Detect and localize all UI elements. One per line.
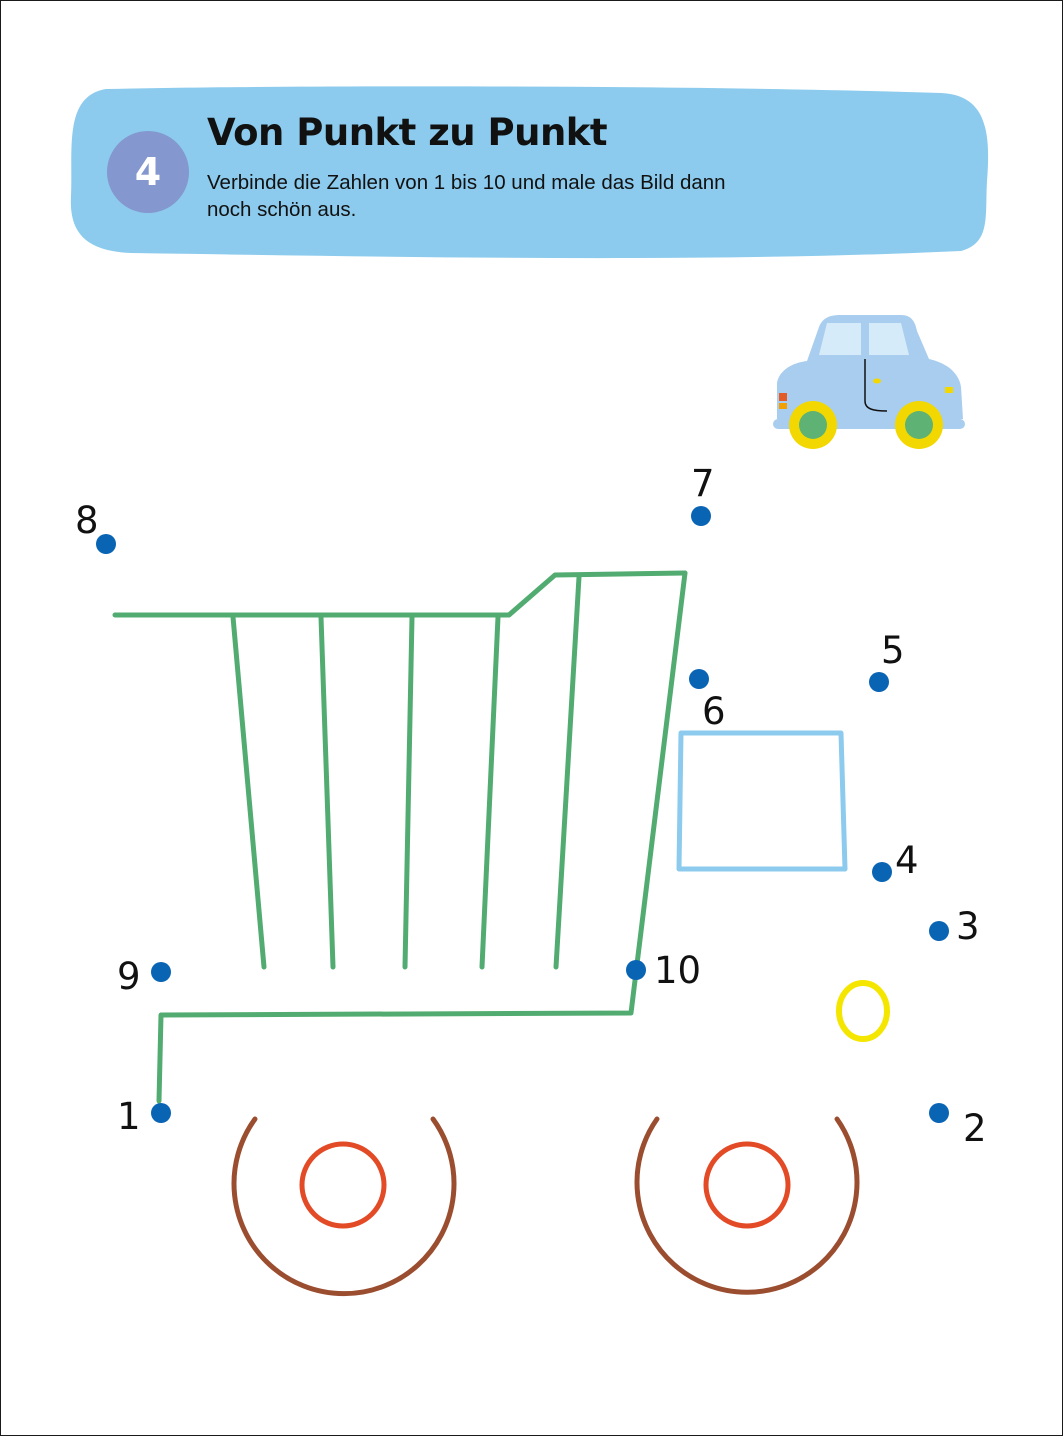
dot-9 xyxy=(117,955,171,998)
dot-number-label: 8 xyxy=(75,499,99,542)
dot-8 xyxy=(75,499,116,554)
numbered-dots xyxy=(75,462,987,1150)
car-wheel-rear-hub xyxy=(799,411,827,439)
truck-bed-slat xyxy=(482,617,498,967)
truck-bed-top-edge xyxy=(115,573,685,615)
truck-hub-rear xyxy=(302,1144,384,1226)
step-number: 4 xyxy=(134,150,162,194)
truck-wheel-front xyxy=(637,1119,857,1292)
car-door-handle xyxy=(873,379,881,384)
truck-hub-front xyxy=(706,1144,788,1226)
instruction-text: Verbinde die Zahlen von 1 bis 10 und male das Bild dann noch schön aus. xyxy=(207,171,726,221)
dot-marker xyxy=(691,506,711,526)
dot-6 xyxy=(689,669,726,733)
dot-4 xyxy=(872,839,919,882)
car-illustration xyxy=(773,315,965,449)
car-headlight xyxy=(945,387,953,393)
dot-number-label: 10 xyxy=(654,949,702,992)
truck-bed-slat xyxy=(233,617,264,967)
dot-marker xyxy=(151,1103,171,1123)
dot-number-label: 5 xyxy=(881,629,905,672)
dot-marker xyxy=(869,672,889,692)
dot-number-label: 1 xyxy=(117,1095,141,1138)
dot-marker xyxy=(626,960,646,980)
dot-marker xyxy=(689,669,709,689)
dot-1 xyxy=(117,1095,171,1138)
dot-marker xyxy=(151,962,171,982)
dot-marker xyxy=(929,921,949,941)
dot-7 xyxy=(691,462,715,526)
dot-marker xyxy=(929,1103,949,1123)
dot-number-label: 4 xyxy=(895,839,919,882)
truck-headlight xyxy=(839,983,887,1039)
car-taillight xyxy=(779,393,787,401)
truck-bed xyxy=(115,573,685,1101)
dot-number-label: 2 xyxy=(963,1107,987,1150)
dot-number-label: 9 xyxy=(117,955,141,998)
truck-bed-slat xyxy=(321,617,333,967)
truck-bed-slat xyxy=(405,617,412,967)
truck-wheel-rear xyxy=(234,1119,454,1294)
page-title: Von Punkt zu Punkt xyxy=(207,111,608,154)
car-wheel-front-hub xyxy=(905,411,933,439)
dot-number-label: 6 xyxy=(702,690,726,733)
truck-cab-window xyxy=(679,733,845,869)
dot-to-dot-drawing xyxy=(1,1,1063,1436)
dot-5 xyxy=(869,629,905,692)
dot-2 xyxy=(929,1103,987,1150)
dot-marker xyxy=(96,534,116,554)
car-taillight-lower xyxy=(779,403,787,409)
truck-bed-slat xyxy=(556,577,579,967)
dot-number-label: 3 xyxy=(956,905,980,948)
dot-3 xyxy=(929,905,980,948)
dot-number-label: 7 xyxy=(691,462,715,505)
dot-marker xyxy=(872,862,892,882)
